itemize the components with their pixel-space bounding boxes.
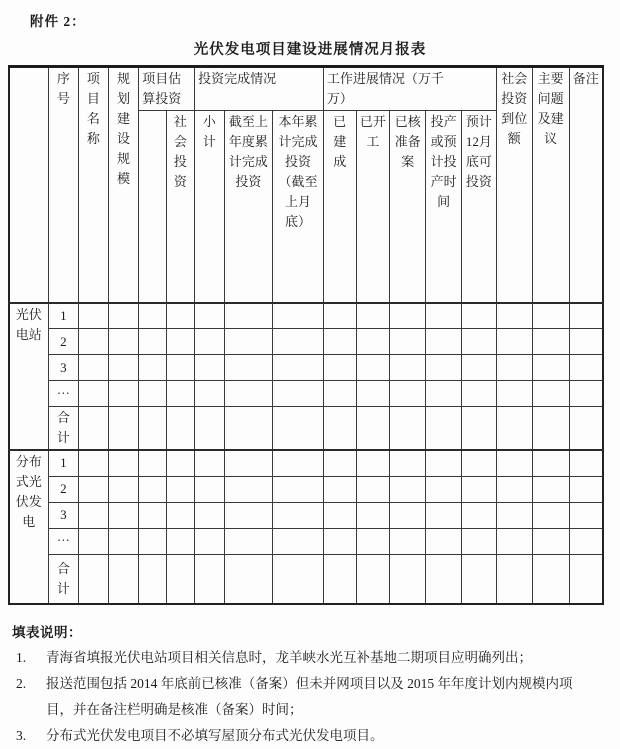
empty-data-cell (166, 355, 194, 381)
empty-data-cell (390, 528, 426, 554)
table-row (9, 450, 603, 476)
empty-data-cell (108, 554, 139, 604)
empty-data-cell (166, 476, 194, 502)
header-cell-done-this-year: 本年累计完成投资（截至上月底） (273, 111, 324, 303)
note-item (12, 723, 610, 749)
row-seq-cell: 3 (48, 355, 79, 381)
empty-data-cell (273, 476, 324, 502)
header-cell-expect-dec: 预计12月底可投资 (462, 111, 497, 303)
header-cell-invest-done: 投资完成情况 (195, 67, 324, 111)
empty-data-cell (462, 528, 497, 554)
empty-data-cell (224, 355, 273, 381)
empty-data-cell (273, 329, 324, 355)
note-text: 分布式光伏发电项目不必填写屋顶分布式光伏发电项目。 (46, 728, 384, 743)
empty-data-cell (195, 528, 225, 554)
blank-subheader-cell (139, 111, 166, 303)
empty-data-cell (79, 381, 109, 407)
empty-data-cell (323, 450, 356, 476)
notes-heading: 填表说明： (12, 625, 82, 640)
empty-data-cell (569, 381, 603, 407)
row-seq-cell: 1 (48, 303, 79, 329)
empty-data-cell (390, 381, 426, 407)
empty-data-cell (108, 502, 139, 528)
table-row (9, 329, 603, 355)
group-label-pv-station: 光伏电站 (9, 303, 48, 451)
empty-data-cell (79, 502, 109, 528)
row-seq-cell: 3 (48, 502, 79, 528)
empty-data-cell (356, 303, 390, 329)
note-item (12, 645, 610, 671)
empty-data-cell (224, 528, 273, 554)
empty-data-cell (139, 381, 166, 407)
empty-data-cell (496, 329, 532, 355)
empty-data-cell (139, 303, 166, 329)
empty-data-cell (108, 355, 139, 381)
attachment-label: 附件 2： (30, 14, 86, 29)
empty-data-cell (426, 476, 462, 502)
table-row (9, 476, 603, 502)
empty-data-cell (496, 476, 532, 502)
empty-data-cell (79, 528, 109, 554)
empty-data-cell (79, 476, 109, 502)
header-cell-started: 已开工 (356, 111, 390, 303)
row-seq-cell: 合计 (48, 554, 79, 604)
empty-data-cell (195, 450, 225, 476)
empty-data-cell (532, 329, 569, 355)
empty-data-cell (390, 554, 426, 604)
note-number: 3. (16, 728, 27, 743)
row-seq-cell: 2 (48, 329, 79, 355)
empty-data-cell (195, 407, 225, 451)
empty-data-cell (532, 528, 569, 554)
empty-data-cell (462, 329, 497, 355)
empty-data-cell (496, 381, 532, 407)
empty-data-cell (224, 554, 273, 604)
empty-data-cell (532, 476, 569, 502)
empty-data-cell (462, 355, 497, 381)
empty-data-cell (496, 407, 532, 451)
note-number: 2. (16, 676, 27, 691)
empty-data-cell (273, 407, 324, 451)
table-row (9, 303, 603, 329)
empty-data-cell (390, 476, 426, 502)
empty-data-cell (323, 329, 356, 355)
empty-data-cell (224, 502, 273, 528)
empty-data-cell (139, 355, 166, 381)
note-number: 1. (16, 650, 27, 665)
empty-data-cell (462, 502, 497, 528)
header-cell-social-in-place: 社会投资到位额 (496, 67, 532, 303)
empty-data-cell (569, 476, 603, 502)
empty-data-cell (356, 554, 390, 604)
empty-data-cell (569, 355, 603, 381)
empty-data-cell (79, 407, 109, 451)
empty-data-cell (569, 528, 603, 554)
empty-data-cell (462, 476, 497, 502)
page-title: 光伏发电项目建设进展情况月报表 (193, 42, 427, 58)
empty-data-cell (569, 329, 603, 355)
row-seq-cell: 2 (48, 476, 79, 502)
empty-data-cell (462, 303, 497, 329)
header-cell-est-investment-text: 项目估算投资 (142, 71, 182, 106)
empty-data-cell (224, 329, 273, 355)
note-text: 报送范围包括 2014 年底前已核准（备案）但未并网项目以及 2015 年年度计划内规模内项目，并在备注栏明确是核准（备案）时间； (46, 676, 573, 717)
empty-data-cell (532, 502, 569, 528)
empty-data-cell (108, 450, 139, 476)
header-cell-done-prev-year: 截至上年度累计完成投资 (224, 111, 273, 303)
note-text: 青海省填报光伏电站项目相关信息时，龙羊峡水光互补基地二期项目应明确列出； (46, 650, 532, 665)
header-cell-prod-time: 投产或预计投产时间 (426, 111, 462, 303)
empty-data-cell (462, 381, 497, 407)
empty-data-cell (390, 303, 426, 329)
empty-data-cell (356, 381, 390, 407)
empty-data-cell (139, 554, 166, 604)
empty-data-cell (532, 381, 569, 407)
empty-data-cell (323, 381, 356, 407)
empty-data-cell (273, 528, 324, 554)
empty-data-cell (166, 554, 194, 604)
empty-data-cell (356, 329, 390, 355)
empty-data-cell (323, 476, 356, 502)
empty-data-cell (426, 381, 462, 407)
empty-data-cell (79, 450, 109, 476)
empty-data-cell (166, 329, 194, 355)
empty-data-cell (79, 554, 109, 604)
header-cell-progress-text: 工作进展情况（万千万） (326, 71, 444, 106)
empty-data-cell (108, 476, 139, 502)
empty-data-cell (426, 329, 462, 355)
header-cell-progress (323, 67, 496, 111)
header-cell-subtotal: 小计 (195, 111, 225, 303)
empty-data-cell (426, 450, 462, 476)
table-row (9, 502, 603, 528)
blank-corner-cell (9, 67, 48, 303)
empty-data-cell (224, 450, 273, 476)
empty-data-cell (273, 303, 324, 329)
empty-data-cell (323, 355, 356, 381)
empty-data-cell (139, 502, 166, 528)
empty-data-cell (532, 303, 569, 329)
empty-data-cell (166, 528, 194, 554)
empty-data-cell (166, 502, 194, 528)
empty-data-cell (224, 381, 273, 407)
empty-data-cell (79, 329, 109, 355)
header-cell-project-name: 项目名称 (79, 67, 109, 303)
empty-data-cell (139, 450, 166, 476)
empty-data-cell (108, 528, 139, 554)
note-item (12, 671, 610, 723)
empty-data-cell (426, 528, 462, 554)
header-cell-issues: 主要问题及建议 (532, 67, 569, 303)
empty-data-cell (496, 528, 532, 554)
empty-data-cell (426, 355, 462, 381)
header-row-1 (9, 67, 603, 111)
empty-data-cell (496, 355, 532, 381)
form-notes (12, 621, 620, 749)
table-row (9, 528, 603, 554)
empty-data-cell (532, 355, 569, 381)
empty-data-cell (273, 381, 324, 407)
empty-data-cell (195, 476, 225, 502)
empty-data-cell (462, 450, 497, 476)
empty-data-cell (390, 407, 426, 451)
empty-data-cell (166, 450, 194, 476)
empty-data-cell (195, 381, 225, 407)
empty-data-cell (356, 502, 390, 528)
header-cell-approved: 已核准备案 (390, 111, 426, 303)
table-row (9, 355, 603, 381)
empty-data-cell (426, 407, 462, 451)
empty-data-cell (390, 355, 426, 381)
empty-data-cell (390, 450, 426, 476)
empty-data-cell (195, 303, 225, 329)
empty-data-cell (323, 528, 356, 554)
empty-data-cell (224, 407, 273, 451)
header-cell-est-social: 社会投资 (166, 111, 194, 303)
empty-data-cell (496, 450, 532, 476)
empty-data-cell (532, 554, 569, 604)
empty-data-cell (224, 303, 273, 329)
empty-data-cell (108, 329, 139, 355)
empty-data-cell (569, 502, 603, 528)
empty-data-cell (323, 303, 356, 329)
empty-data-cell (139, 407, 166, 451)
empty-data-cell (273, 554, 324, 604)
empty-data-cell (166, 381, 194, 407)
empty-data-cell (569, 554, 603, 604)
empty-data-cell (273, 450, 324, 476)
row-seq-cell: ⋯ (48, 528, 79, 554)
empty-data-cell (356, 528, 390, 554)
empty-data-cell (496, 502, 532, 528)
empty-data-cell (569, 303, 603, 329)
empty-data-cell (426, 554, 462, 604)
empty-data-cell (108, 407, 139, 451)
empty-data-cell (139, 329, 166, 355)
empty-data-cell (139, 476, 166, 502)
empty-data-cell (356, 450, 390, 476)
empty-data-cell (323, 502, 356, 528)
group-label-distributed-pv: 分布式光伏发电 (9, 450, 48, 604)
header-cell-remarks: 备注 (569, 67, 603, 303)
empty-data-cell (356, 355, 390, 381)
empty-data-cell (166, 407, 194, 451)
empty-data-cell (195, 502, 225, 528)
empty-data-cell (532, 450, 569, 476)
header-cell-seq: 序号 (48, 67, 79, 303)
empty-data-cell (532, 407, 569, 451)
empty-data-cell (496, 303, 532, 329)
empty-data-cell (195, 329, 225, 355)
empty-data-cell (390, 329, 426, 355)
empty-data-cell (323, 407, 356, 451)
empty-data-cell (79, 303, 109, 329)
empty-data-cell (356, 407, 390, 451)
row-seq-cell: 合计 (48, 407, 79, 451)
empty-data-cell (390, 502, 426, 528)
empty-data-cell (426, 502, 462, 528)
empty-data-cell (79, 355, 109, 381)
empty-data-cell (356, 476, 390, 502)
empty-data-cell (323, 554, 356, 604)
header-cell-planned-scale: 规划建设规模 (108, 67, 139, 303)
empty-data-cell (462, 554, 497, 604)
row-seq-cell: 1 (48, 450, 79, 476)
header-cell-est-investment (139, 67, 195, 111)
table-row-total (9, 554, 603, 604)
empty-data-cell (569, 450, 603, 476)
empty-data-cell (496, 554, 532, 604)
empty-data-cell (462, 407, 497, 451)
header-cell-built: 已建成 (323, 111, 356, 303)
empty-data-cell (273, 502, 324, 528)
table-row (9, 381, 603, 407)
table-row-total (9, 407, 603, 451)
empty-data-cell (108, 303, 139, 329)
empty-data-cell (224, 476, 273, 502)
empty-data-cell (166, 303, 194, 329)
empty-data-cell (139, 528, 166, 554)
report-table (8, 65, 604, 605)
empty-data-cell (273, 355, 324, 381)
empty-data-cell (108, 381, 139, 407)
row-seq-cell: ⋯ (48, 381, 79, 407)
empty-data-cell (195, 554, 225, 604)
empty-data-cell (426, 303, 462, 329)
empty-data-cell (569, 407, 603, 451)
empty-data-cell (195, 355, 225, 381)
